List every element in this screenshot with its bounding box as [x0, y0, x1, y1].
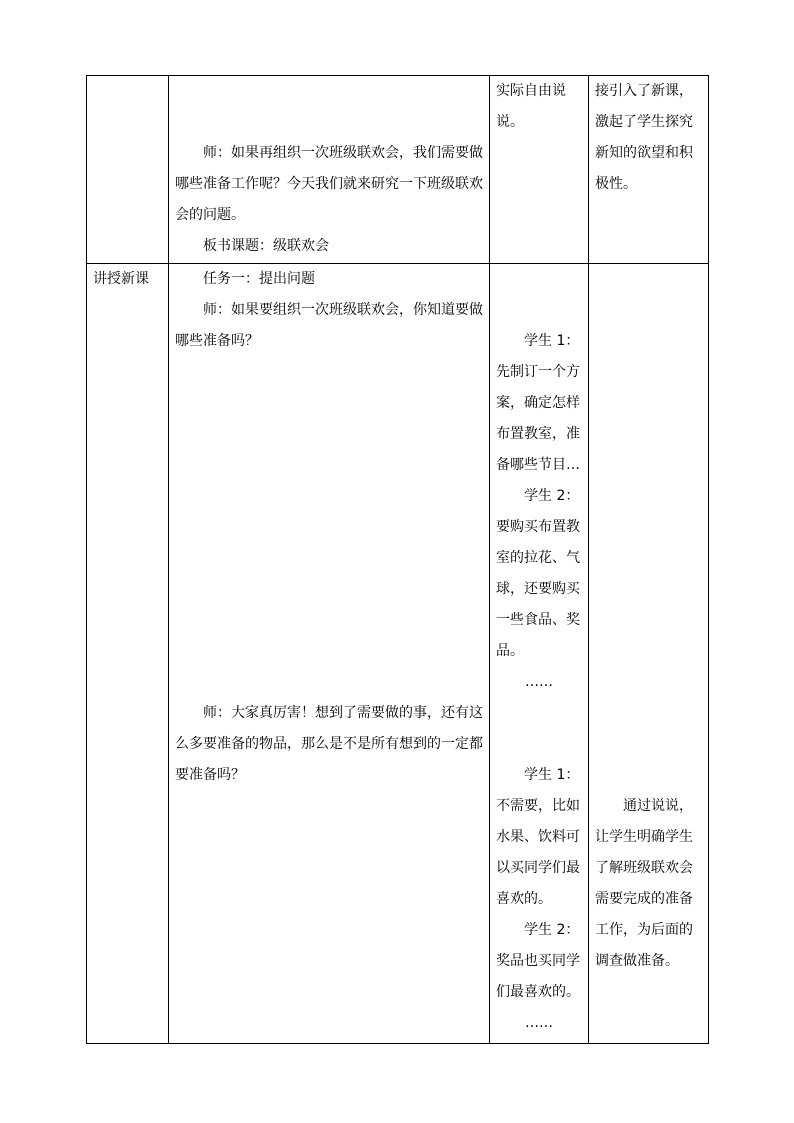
student-activity-cell	[490, 76, 589, 264]
teacher-activity-cell	[169, 264, 490, 1044]
design-intent-cell	[589, 264, 709, 1044]
stage-label: 讲授新课	[93, 271, 149, 287]
teacher-text: 师：如果再组织一次班级联欢会，我们需要做哪些准备工作呢？今天我们就来研究一下班级联欢会的问题。	[175, 145, 483, 223]
stage-cell	[87, 76, 169, 264]
student-answer: 不需要，比如水果、饮料可以买同学们最喜欢的。	[496, 798, 580, 907]
student-activity-cell	[490, 264, 589, 1044]
intent-text: 通过说说，让学生明确学生了解班级联欢会需要完成的准备工作，为后面的调查做准备。	[595, 798, 693, 969]
board-title-text: 板书课题：级联欢会	[203, 238, 329, 254]
teacher-question: 师：如果要组织一次班级联欢会，你知道要做哪些准备吗？	[175, 302, 483, 349]
ellipsis: ……	[525, 674, 553, 690]
lesson-plan-table	[86, 75, 709, 1044]
student-answer: 先制订一个方案，确定怎样布置教室，准备哪些节目…	[496, 364, 580, 473]
task-title: 任务一：提出问题	[203, 271, 315, 287]
intent-text: 接引入了新课，激起了学生探究新知的欲望和积极性。	[595, 83, 693, 192]
teacher-question: 师：大家真厉害！想到了需要做的事，还有这么多要准备的物品，那么是不是所有想到的一定都要准备吗？	[175, 705, 483, 783]
student-label: 学生 2：	[524, 488, 580, 504]
student-label: 学生 1：	[524, 333, 580, 349]
student-answer: 要购买布置教室的拉花、气球，还要购买一些食品、奖品。	[496, 519, 580, 659]
student-label: 学生 1：	[524, 767, 580, 783]
table-row	[87, 76, 709, 264]
student-text: 实际自由说说。	[496, 83, 566, 130]
table-row	[87, 264, 709, 1044]
design-intent-cell	[589, 76, 709, 264]
teacher-activity-cell	[169, 76, 490, 264]
ellipsis: ……	[525, 1015, 553, 1031]
student-label: 学生 2：	[524, 922, 580, 938]
student-answer: 奖品也买同学们最喜欢的。	[496, 953, 580, 1000]
stage-cell	[87, 264, 169, 1044]
